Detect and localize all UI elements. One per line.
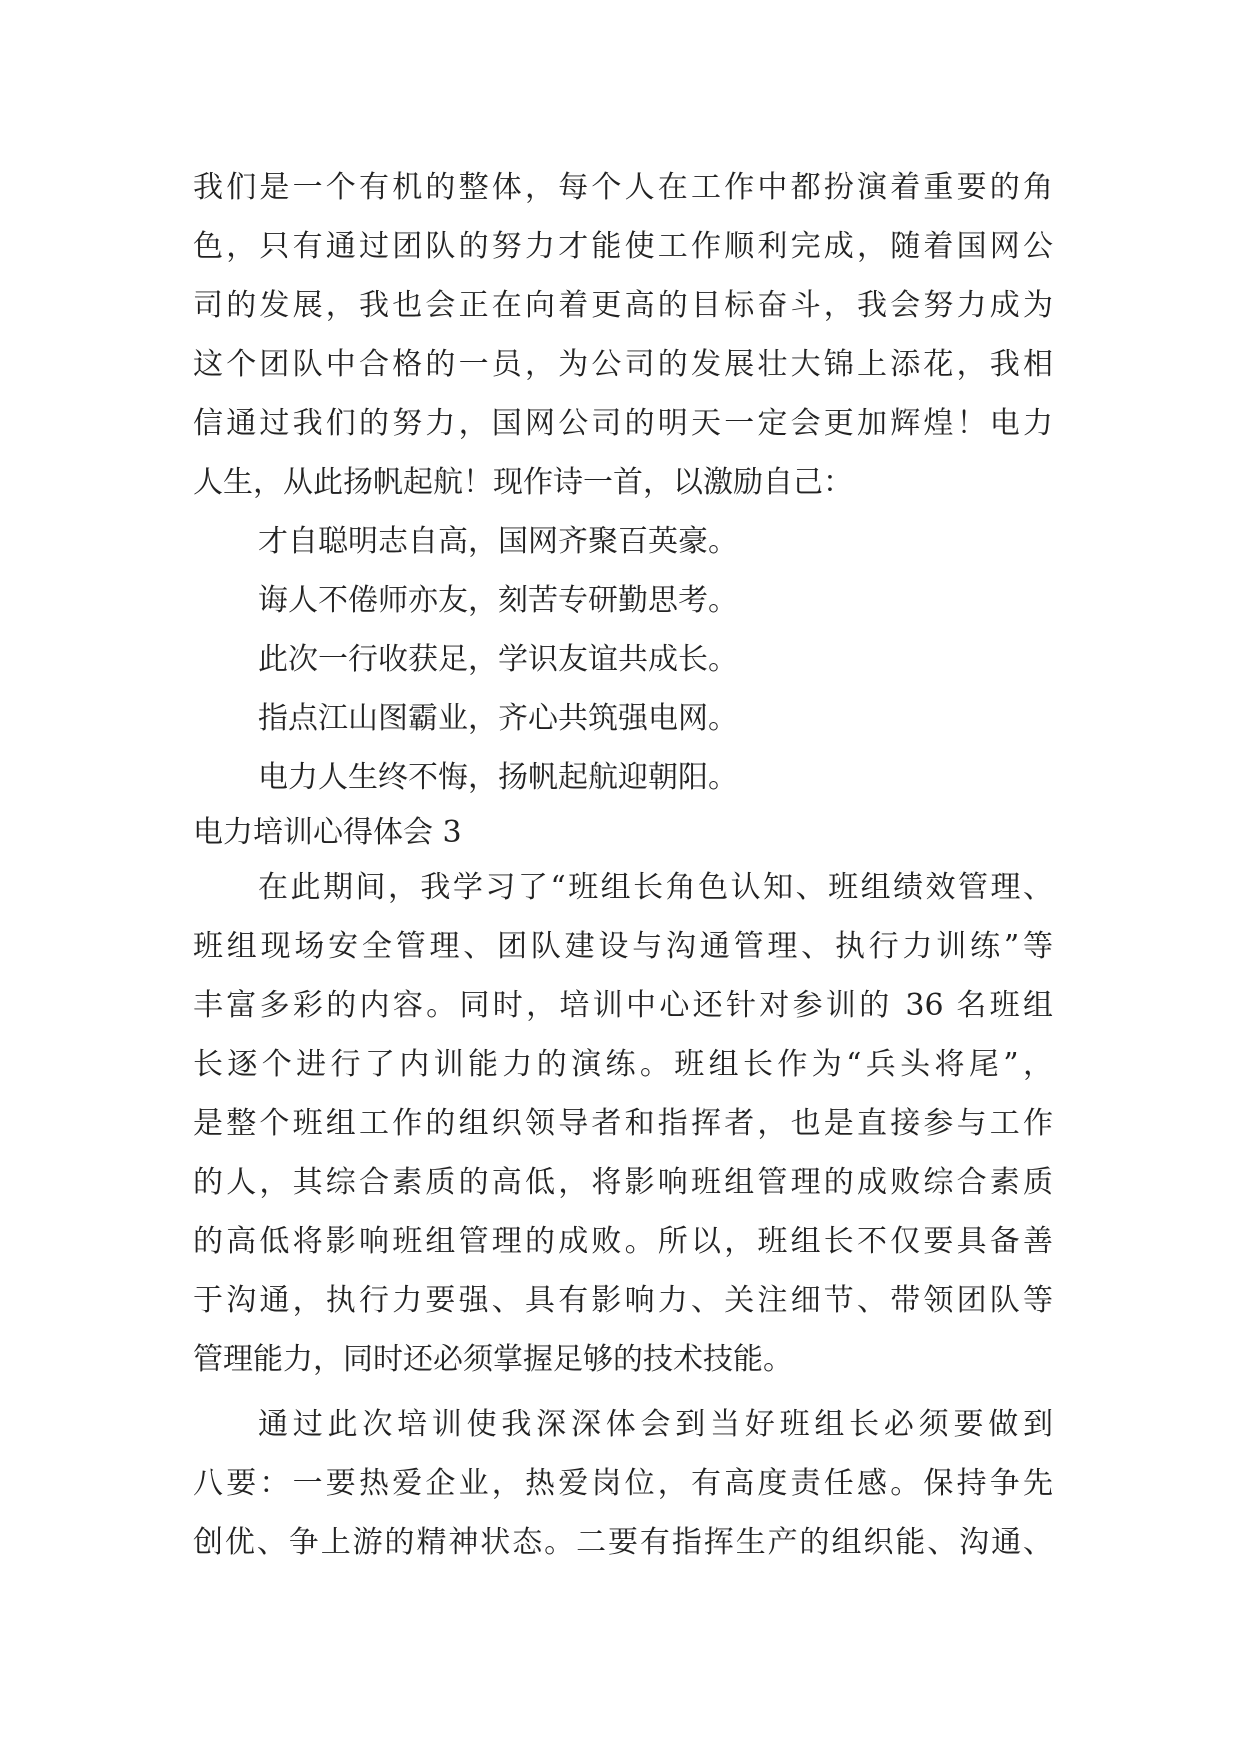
paragraph-1-line: 色，只有通过团队的努力才能使工作顺利完成，随着国网公 [193,229,1053,264]
paragraph-2-line: 班组现场安全管理、团队建设与沟通管理、执行力训练”等 [193,929,1053,964]
poem-line: 诲人不倦师亦友，刻苦专研勤思考。 [258,583,738,618]
paragraph-1-line: 人生，从此扬帆起航！现作诗一首，以激励自己： [193,465,853,500]
paragraph-1-line: 司的发展，我也会正在向着更高的目标奋斗，我会努力成为 [193,288,1053,323]
paragraph-2-line: 管理能力，同时还必须掌握足够的技术技能。 [193,1342,793,1377]
paragraph-2-line: 的人，其综合素质的高低，将影响班组管理的成败综合素质 [193,1165,1053,1200]
paragraph-2-line: 丰富多彩的内容。同时，培训中心还针对参训的 36 名班组 [193,988,1053,1023]
paragraph-2-line: 长逐个进行了内训能力的演练。班组长作为“兵头将尾”， [193,1047,1053,1082]
section-title: 电力培训心得体会 3 [193,815,462,850]
paragraph-2-line: 在此期间，我学习了“班组长角色认知、班组绩效管理、 [258,870,1053,905]
paragraph-1-line: 我们是一个有机的整体，每个人在工作中都扮演着重要的角 [193,170,1053,205]
paragraph-2-line: 是整个班组工作的组织领导者和指挥者，也是直接参与工作 [193,1106,1053,1141]
paragraph-3-line: 创优、争上游的精神状态。二要有指挥生产的组织能、沟通、 [193,1525,1053,1560]
paragraph-2-line: 的高低将影响班组管理的成败。所以，班组长不仅要具备善 [193,1224,1053,1259]
paragraph-1-line: 信通过我们的努力，国网公司的明天一定会更加辉煌！电力 [193,406,1053,441]
paragraph-3-line: 八要：一要热爱企业，热爱岗位，有高度责任感。保持争先 [193,1466,1053,1501]
paragraph-1-line: 这个团队中合格的一员，为公司的发展壮大锦上添花，我相 [193,347,1053,382]
poem-line: 指点江山图霸业，齐心共筑强电网。 [258,701,738,736]
poem-line: 才自聪明志自高，国网齐聚百英豪。 [258,524,738,559]
poem-line: 电力人生终不悔，扬帆起航迎朝阳。 [258,760,738,795]
paragraph-2-line: 于沟通，执行力要强、具有影响力、关注细节、带领团队等 [193,1283,1053,1318]
poem-line: 此次一行收获足，学识友谊共成长。 [258,642,738,677]
paragraph-3-line: 通过此次培训使我深深体会到当好班组长必须要做到 [258,1407,1053,1442]
